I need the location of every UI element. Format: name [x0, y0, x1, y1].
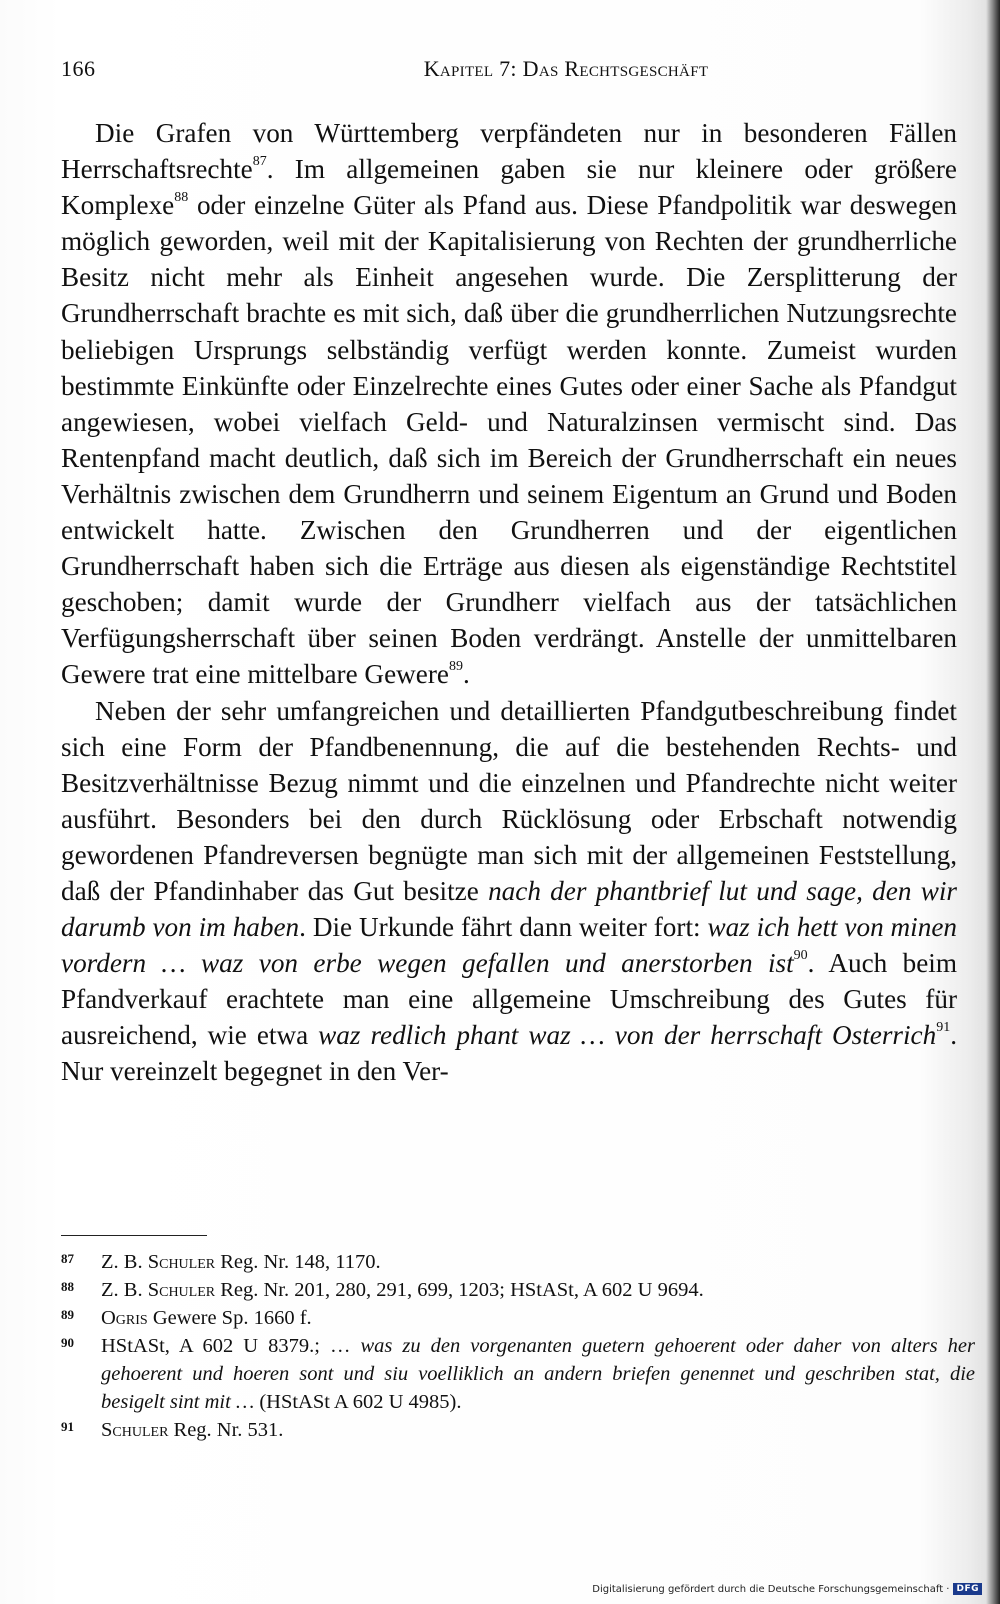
text-run: .	[462, 659, 470, 690]
footnote-91	[61, 1416, 975, 1444]
footnote-text: Gewere Sp. 1660 f.	[147, 1307, 312, 1329]
credit-text: Digitalisierung gefördert durch die Deutsche Forschungsgemeinschaft ·	[592, 1583, 950, 1595]
footnote-number: 87	[61, 1251, 74, 1266]
footnote-text: Reg. Nr. 531.	[168, 1419, 284, 1441]
footnote-ref-88[interactable]: 88	[174, 190, 189, 206]
text-run: . Nur vereinzelt begegnet in den Ver-	[61, 1020, 957, 1087]
text-run: . Im allgemeinen gaben sie nur kleinere oder größere Komplexe	[61, 154, 957, 221]
dfg-logo: DFG	[953, 1583, 982, 1595]
text-run: Neben der sehr umfangreichen und detaillierten Pfandgutbeschreibung findet sich eine Form der Pfandbenennung, die auf die bestehenden Rechts- und Besitzverhältnisse Bezug nimmt und die einzelnen und Pfandrechte nicht weiter ausführt. Besonders bei den durch Rücklösung oder Erbschaft notwendig gewordenen Pfandreversen begnügte man sich mit der allgemeinen Feststellung, daß der Pfandinhaber das Gut besitze	[61, 695, 957, 906]
footnote-89	[61, 1304, 975, 1332]
footnote-text: Reg. Nr. 148, 1170.	[215, 1251, 381, 1273]
footnote-text: Reg. Nr. 201, 280, 291, 699, 1203; HStASt, A 602 U 9694.	[215, 1279, 704, 1301]
author-name: Ogris	[101, 1307, 148, 1329]
footnote-number: 88	[61, 1279, 74, 1294]
page-number: 166	[61, 56, 96, 81]
footnotes	[61, 1248, 975, 1444]
quotation: nach der phantbrief lut und sage, den wir darumb von im haben	[61, 875, 957, 943]
page-header	[61, 56, 949, 88]
text-run: Die Grafen von Württemberg verpfändeten nur in besonderen Fällen Herrschaftsrechte	[61, 118, 957, 185]
paragraph-2	[61, 693, 957, 1090]
text-run: oder einzelne Güter als Pfand aus. Diese Pfandpolitik war deswegen möglich geworden, weil mit der Kapitalisierung von Rechten der grundherrliche Besitz nicht mehr als Einheit angesehen wurde. Die Zersplitterung der Grundherrschaft brachte es mit sich, daß über die grundherrlichen Nutzungsrechte beliebigen Ursprungs selbständig verfügt werden konnte. Zumeist wurden bestimmte Einkünfte oder Einzelrechte eines Gutes oder einer Sache als Pfandgut angewiesen, wobei vielfach Geld- und Naturalzinsen vermischt sind. Das Rentenpfand macht deutlich, daß sich im Bereich der Grundherrschaft ein neues Verhältnis zwischen dem Grundherrn und seinem Eigentum an Grund und Boden entwickelt hatte. Zwischen den Grundherren und der eigentlichen Grundherrschaft haben sich die Erträge aus diesen als eigenständige Rechtstitel geschoben; damit wurde der Grundherr vielfach aus der tatsächlichen Verfügungsherrschaft über seinen Boden verdrängt. Anstelle der unmittelbaren Gewere trat eine mittelbare Gewere	[61, 190, 957, 690]
text-run: . Die Urkunde fährt dann weiter fort:	[299, 912, 708, 943]
footnote-text: (HStASt A 602 U 4985).	[254, 1391, 462, 1413]
footnote-divider	[61, 1235, 207, 1236]
quotation: waz ich hett von minen vordern … waz von erbe wegen gefallen und anerstorben ist	[61, 912, 957, 979]
quotation: waz redlich phant waz … von der herrschaft Osterrich	[318, 1020, 937, 1051]
footnote-ref-89[interactable]: 89	[448, 659, 463, 675]
binding-shadow	[986, 0, 1000, 1604]
footnote-88	[61, 1276, 975, 1304]
footnote-number: 89	[61, 1307, 74, 1322]
digitization-credit	[592, 1583, 982, 1595]
footnote-number: 91	[61, 1419, 74, 1434]
footnote-text: Z. B.	[101, 1279, 148, 1301]
author-name: Schuler	[147, 1251, 216, 1273]
footnote-90	[61, 1332, 975, 1416]
running-title: Kapitel 7: Das Rechtsgeschäft	[423, 56, 709, 81]
text-run: . Auch beim Pfandverkauf erachtete man eine allgemeine Umschreibung des Gutes für ausreichend, wie etwa	[61, 948, 957, 1051]
footnote-text: Z. B.	[101, 1251, 148, 1273]
footnote-ref-87[interactable]: 87	[252, 154, 267, 170]
paragraph-1	[61, 115, 957, 693]
footnote-text: HStASt, A 602 U 8379.; …	[101, 1335, 361, 1357]
footnote-number: 90	[61, 1335, 74, 1350]
footnote-87	[61, 1248, 975, 1276]
author-name: Schuler	[147, 1279, 216, 1301]
main-text	[61, 115, 957, 1090]
footnote-ref-90[interactable]: 90	[793, 948, 808, 964]
quotation: was zu den vorgenanten guetern gehoerent oder daher von alters her gehoerent und hoeren sont und siu voelliklich an andern briefen genennet und geschriben stat, die besigelt sint mit …	[101, 1335, 975, 1413]
author-name: Schuler	[101, 1419, 169, 1441]
footnote-ref-91[interactable]: 91	[936, 1020, 951, 1036]
